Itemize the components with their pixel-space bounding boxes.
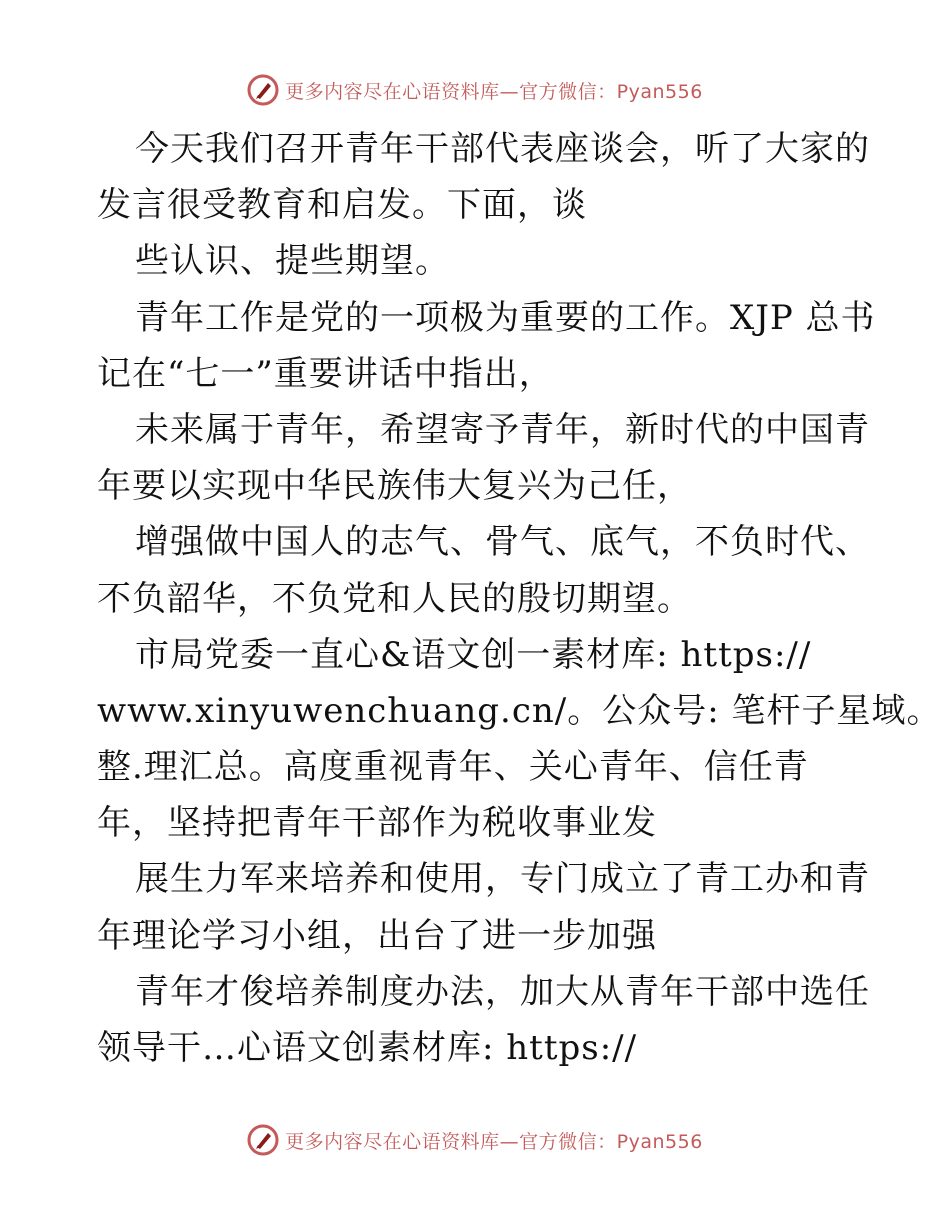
body-line-10: 市局党委一直心&语文创一素材库: https:// — [135, 634, 812, 675]
body-line-14: 展生力军来培养和使用，专门成立了青工办和青 — [135, 859, 870, 900]
header-watermark-text: 更多内容尽在心语资料库—官方微信：Pyan556 — [285, 80, 703, 103]
quill-pen-seal-icon — [247, 1124, 279, 1156]
body-line-3: 些认识、提些期望。 — [135, 241, 450, 282]
footer-watermark-text: 更多内容尽在心语资料库—官方微信：Pyan556 — [285, 1130, 703, 1153]
body-line-1: 今天我们召开青年干部代表座谈会，听了大家的 — [135, 129, 870, 169]
body-line-6: 未来属于青年，希望寄予青年，新时代的中国青 — [135, 409, 870, 450]
body-line-13: 年，坚持把青年干部作为税收事业发 — [97, 803, 657, 844]
body-line-9: 不负韶华，不负党和人民的殷切期望。 — [97, 578, 692, 619]
body-line-5: 记在“七一”重要讲话中指出， — [97, 353, 554, 394]
quill-pen-seal-icon — [247, 74, 279, 106]
body-line-2: 发言很受教育和启发。下面，谈 — [97, 185, 587, 226]
body-line-8: 增强做中国人的志气、骨气、底气，不负时代、 — [135, 522, 870, 563]
body-line-15: 年理论学习小组，出台了进一步加强 — [97, 915, 657, 956]
body-line-7: 年要以实现中华民族伟大复兴为己任， — [97, 466, 692, 507]
footer-watermark-banner — [0, 1120, 950, 1160]
body-line-12: 整.理汇总。高度重视青年、关心青年、信任青 — [97, 747, 809, 788]
body-line-11: www.xinyuwenchuang.cn/。公众号: 笔杆子星域。 — [97, 690, 942, 731]
header-watermark-banner — [0, 70, 950, 110]
body-line-17: 领导干…心语文创素材库: https:// — [97, 1028, 638, 1068]
document-body — [97, 121, 942, 1076]
body-line-4: 青年工作是党的一项极为重要的工作。XJP 总书 — [135, 297, 876, 338]
body-line-16: 青年才俊培养制度办法，加大从青年干部中选任 — [135, 971, 870, 1012]
